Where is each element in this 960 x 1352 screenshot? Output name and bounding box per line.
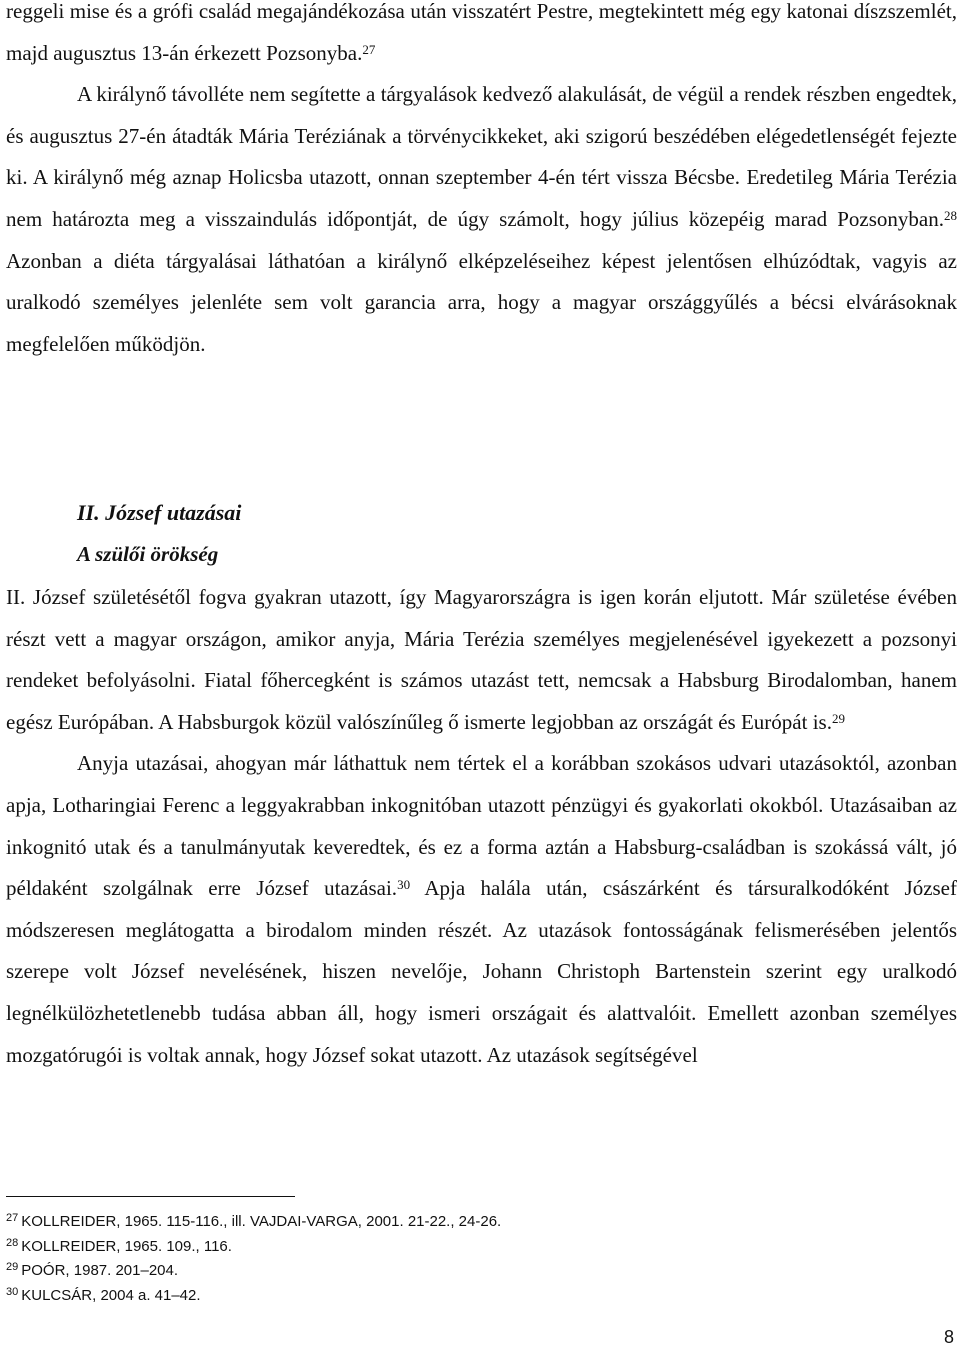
text-run: A királynő távolléte nem segítette a tárgyalások kedvező alakulását, de végül a rendek részben engedtek, és augusztus 27-én átadták Mária Teréziának a törvénycikkeket, aki szigorú beszédében elégedetlenségét fejezte ki. A királynő még aznap Holicsba utazott, onnan szeptember 4-én tért vissza Bécsbe. Eredetileg Mária Terézia nem határozta meg a visszaindulás időpontját, de úgy számolt, hogy július közepéig marad Pozsonyban. bbox=[6, 82, 957, 231]
body-text-bottom bbox=[6, 577, 957, 1076]
footnotes bbox=[6, 1210, 501, 1309]
footnote-ref: 29 bbox=[831, 710, 845, 726]
body-text-top bbox=[6, 0, 957, 365]
footnote-separator bbox=[6, 1196, 295, 1197]
footnote-number: 27 bbox=[6, 1212, 19, 1224]
text-run: II. József születésétől fogva gyakran utazott, így Magyarországra is igen korán eljutott. Már születése évében részt vett a magyar országon, amikor anyja, Mária Terézia személyes megjelenésével igyekezett a pozsonyi rendeket befolyásolni. Fiatal főhercegként is számos utazást tett, nemcsak a Habsburg Birodalomban, hanem egész Európában. A Habsburgok közül valószínűleg ő ismerte legjobban az országát és Európát is. bbox=[6, 585, 957, 734]
chapter-heading: II. József utazásai bbox=[77, 500, 242, 525]
footnote-text: KULCSÁR, 2004 a. 41–42. bbox=[21, 1287, 201, 1305]
footnote-number: 30 bbox=[6, 1286, 19, 1299]
footnote-number: 29 bbox=[6, 1261, 19, 1274]
footnote-ref: 30 bbox=[397, 877, 411, 893]
text-run: Anyja utazásai, ahogyan már láthattuk nem tértek el a korábban szokásos udvari utazásoktól, azonban apja, Lotharingiai Ferenc a leggyakrabban inkognitóban utazott pénzügyi és gyakorlati okokból. Utazásaiban az inkognitó utak és a tanulmányutak keveredtek, és ez a forma aztán a Habsburg-családban is szokássá vált, jó példaként szolgálnak erre József utazásai. bbox=[6, 751, 957, 901]
footnote-text: POÓR, 1987. 201–204. bbox=[21, 1262, 179, 1280]
page-number: 8 bbox=[943, 1327, 954, 1347]
footnote bbox=[6, 1284, 501, 1309]
footnote-ref: 27 bbox=[362, 41, 376, 57]
footnote bbox=[6, 1210, 501, 1235]
text-run: reggeli mise és a grófi család megajándékozása után visszatért Pestre, megtekintett még egy katonai díszszemlét, majd augusztus 13-án érkezett Pozsonyba. bbox=[6, 0, 957, 65]
paragraph bbox=[6, 577, 957, 743]
text-run: Azonban a diéta tárgyalásai láthatóan a királynő elképzeléseihez képest jelentősen elhúzódtak, vagyis az uralkodó személyes jelenléte sem volt garancia arra, hogy a magyar országgyűlés a bécsi elvárásoknak megfelelően működjön. bbox=[6, 248, 957, 356]
text-run: Apja halála után, császárként és társuralkodóként József módszeresen meglátogatta a birodalom minden részét. Az utazások fontosságának felismerésében jelentős szerepe volt József nevelésének, hiszen nevelője, Johann Christoph Bartenstein szerint egy uralkodó legnélkülözhetetlenebb tudása abban áll, hogy ismeri országait és alattvalóit. Emellett azonban személyes mozgatórugói is voltak annak, hogy József sokat utazott. Az utazások segítségével bbox=[6, 876, 957, 1067]
footnote-text: KOLLREIDER, 1965. 115-116., ill. VAJDAI-VARGA, 2001. 21-22., 24-26. bbox=[21, 1213, 502, 1230]
footnote-ref: 28 bbox=[944, 207, 957, 223]
footnote-text: KOLLREIDER, 1965. 109., 116. bbox=[21, 1237, 232, 1255]
footnote-number: 28 bbox=[6, 1236, 19, 1249]
paragraph bbox=[6, 743, 957, 1076]
subchapter-heading: A szülői örökség bbox=[77, 542, 219, 566]
paragraph bbox=[6, 74, 957, 365]
footnote bbox=[6, 1259, 501, 1284]
footnote bbox=[6, 1235, 501, 1260]
paragraph-continued bbox=[6, 0, 957, 74]
